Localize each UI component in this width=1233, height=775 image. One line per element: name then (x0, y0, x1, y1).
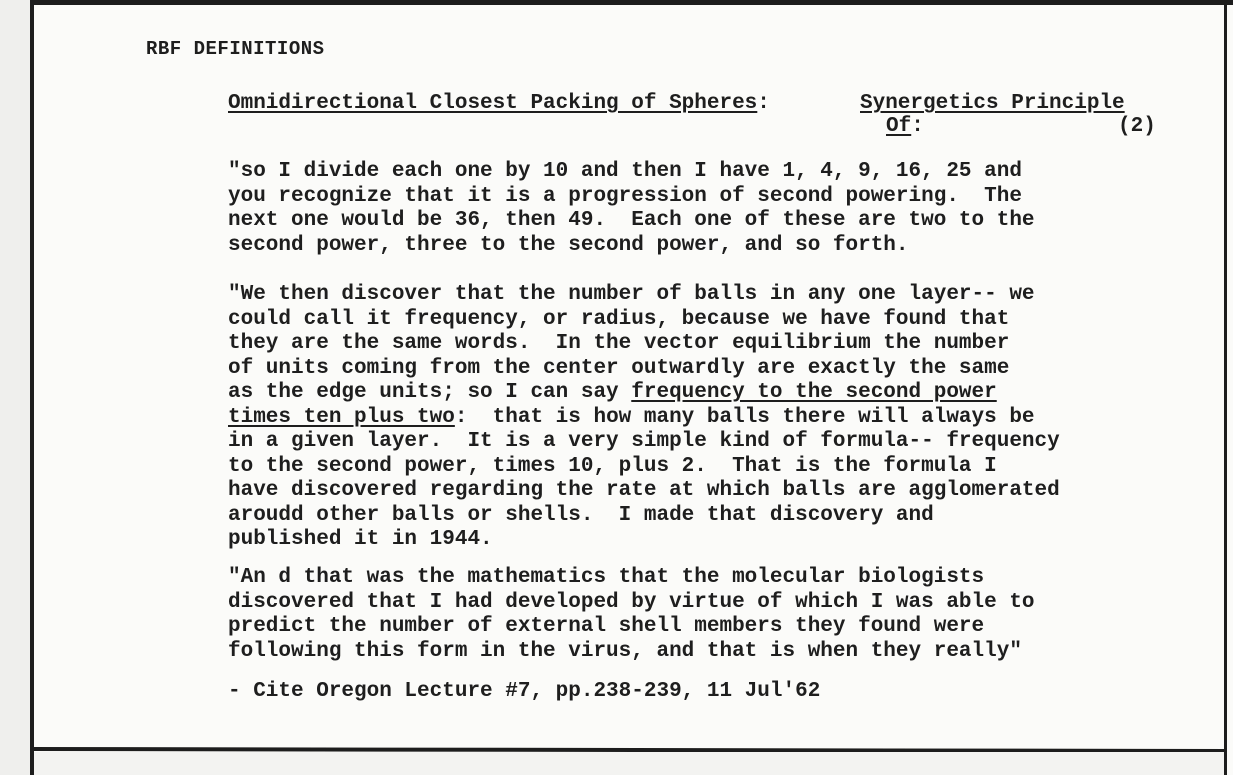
text-span: : that is how many balls there will always be (454, 405, 1035, 429)
text-line: following this form in the virus, and that is when they really" (228, 639, 1022, 663)
entry-subtitle: Synergetics Principle (860, 92, 1125, 115)
entry-subtitle-of (886, 115, 924, 138)
text-line (228, 406, 1188, 431)
text-line: aroudd other balls or shells. I made that discovery and (228, 503, 934, 527)
entry-subtitle-of-colon: : (911, 115, 924, 138)
text-line: "We then discover that the number of balls in any one layer-- we (228, 283, 1035, 306)
entry-title-text: Omnidirectional Closest Packing of Spheres (228, 92, 758, 115)
text-line: they are the same words. In the vector equilibrium the number (228, 332, 1010, 355)
card-border-top (30, 0, 1233, 5)
text-line: could call it frequency, or radius, because we have found that (228, 307, 1010, 331)
quote-paragraph-2 (228, 283, 1188, 553)
entry-subtitle-of-text: Of (886, 115, 912, 138)
card-margin-left (0, 0, 30, 775)
text-line: to the second power, times 10, plus 2. That is the formula I (228, 454, 997, 478)
text-line: discovered that I had developed by virtue of which I was able to (228, 590, 1035, 614)
entry-title (228, 92, 770, 115)
text-line: have discovered regarding the rate at which balls are agglomerated (228, 479, 1060, 502)
page-number: (2) (1118, 115, 1156, 138)
entry-title-colon: : (757, 92, 770, 115)
text-line: "An d that was the mathematics that the molecular biologists (228, 566, 985, 589)
text-line: of units coming from the center outwardly are exactly the same (228, 356, 1010, 380)
text-line: second power, three to the second power, and so forth. (228, 233, 909, 257)
next-card-strip (34, 752, 1224, 775)
quote-paragraph-1 (228, 160, 1188, 258)
citation: - Cite Oregon Lecture #7, pp.238-239, 11 Jul'62 (228, 680, 821, 703)
quote-paragraph-3 (228, 566, 1188, 664)
text-line: you recognize that it is a progression of second powering. The (228, 184, 1022, 208)
card-border-left (30, 0, 34, 775)
text-line (228, 381, 1188, 406)
text-line: predict the number of external shell members they found were (228, 615, 985, 638)
text-line: published it in 1944. (228, 528, 493, 551)
text-line: next one would be 36, then 49. Each one of these are two to the (228, 209, 1035, 232)
text-line: in a given layer. It is a very simple kind of formula-- frequency (228, 430, 1060, 453)
underlined-phrase: frequency to the second power (631, 381, 997, 404)
text-line: "so I divide each one by 10 and then I have 1, 4, 9, 16, 25 and (228, 160, 1022, 183)
card-border-right (1224, 0, 1227, 775)
text-span: as the edge units; so I can say (228, 381, 632, 404)
card-header: RBF DEFINITIONS (146, 38, 325, 60)
underlined-phrase: times ten plus two (228, 405, 455, 429)
